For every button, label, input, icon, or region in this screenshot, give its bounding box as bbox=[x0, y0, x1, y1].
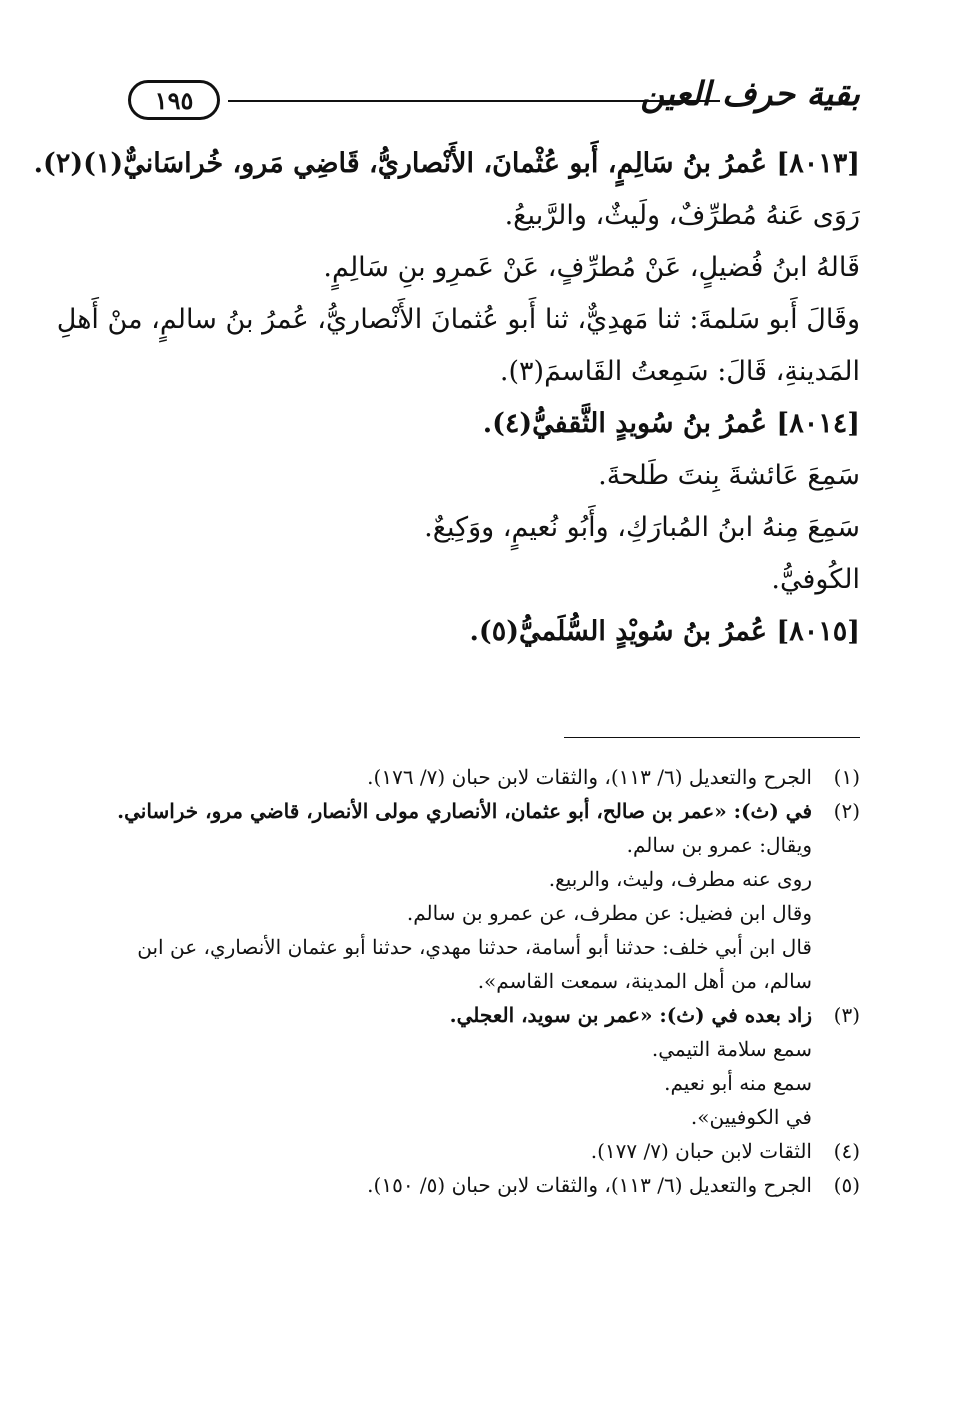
footnote-line: وقال ابن فضيل: عن مطرف، عن عمرو بن سالم. bbox=[406, 901, 812, 925]
footnote-3 bbox=[118, 998, 860, 1134]
text-line: الكُوفيُّ. bbox=[771, 564, 860, 595]
footnote-number: (٥) bbox=[833, 1173, 860, 1197]
entry-heading-8013: [٨٠١٣] عُمرُ بنُ سَالِمٍ، أَبو عُثْمانَ، الأَنْصاريُّ، قَاضِي مَرو، خُراسَانيٌّ(١)(٢). bbox=[33, 148, 860, 179]
footnote-line: في الكوفيين». bbox=[690, 1105, 812, 1129]
footnotes bbox=[118, 760, 860, 1202]
footnote-body bbox=[118, 1168, 812, 1202]
footnote-line: الثقات لابن حبان (٧/ ١٧٧). bbox=[590, 1139, 812, 1163]
page-header bbox=[118, 74, 860, 132]
text-line: المَدينةِ، قَالَ: سَمِعتُ القَاسمَ(٣). bbox=[499, 356, 860, 387]
footnote-body bbox=[118, 1134, 812, 1168]
footnote-line: ويقال: عمرو بن سالم. bbox=[626, 833, 812, 857]
footnote-line: سالم، من أهل المدينة، سمعت القاسم». bbox=[477, 969, 812, 993]
footnote-line: زاد بعده في (ث): «عمر بن سويد، العجلي. bbox=[449, 1003, 812, 1027]
entry-heading-8015: [٨٠١٥] عُمرُ بنُ سُويْدٍ السُّلَميُّ(٥). bbox=[469, 616, 860, 647]
footnote-4 bbox=[118, 1134, 860, 1168]
text-line: رَوَى عَنهُ مُطرِّفٌ، ولَيثٌ، والرَّبيعُ. bbox=[504, 200, 860, 231]
footnote-line: قال ابن أبي خلف: حدثنا أبو أسامة، حدثنا مهدي، حدثنا أبو عثمان الأنصاري، عن ابن bbox=[137, 935, 812, 959]
footnote-line: الجرح والتعديل (٦/ ١١٣)، والثقات لابن حبان (٥/ ١٥٠). bbox=[367, 1173, 812, 1197]
footnote-line: سمع سلامة التيمي. bbox=[651, 1037, 812, 1061]
footnote-line: روى عنه مطرف، وليث، والربيع. bbox=[548, 867, 812, 891]
text-line: قَالهُ ابنُ فُضيلٍ، عَنْ مُطرِّفٍ، عَنْ عَمرِو بنِ سَالِمٍ. bbox=[323, 252, 860, 283]
footnote-5 bbox=[118, 1168, 860, 1202]
footnote-1 bbox=[118, 760, 860, 794]
footnote-number: (٤) bbox=[833, 1139, 860, 1163]
page-number: ١٩٥ bbox=[154, 85, 194, 115]
footnote-line: في (ث): «عمر بن صالح، أبو عثمان، الأنصاري مولى الأنصار، قاضي مرو، خراساني. bbox=[117, 799, 812, 823]
footnote-2 bbox=[118, 794, 860, 998]
footnote-body bbox=[118, 760, 812, 794]
text-line: سَمِعَ مِنهُ ابنُ المُبارَكِ، وأَبُو نُعيمٍ، ووَكِيعٌ. bbox=[424, 512, 860, 543]
text-line: وقَالَ أَبو سَلمةَ: ثنا مَهدِيٌّ، ثنا أَبو عُثمانَ الأَنْصاريُّ، عُمرُ بنُ سالمٍ، منْ أَهلِ bbox=[56, 304, 860, 335]
footnote-body bbox=[117, 794, 812, 998]
main-text bbox=[33, 138, 860, 658]
footnote-number: (٢) bbox=[833, 799, 860, 823]
footnote-line: سمع منه أبو نعيم. bbox=[664, 1071, 812, 1095]
footnote-number: (٣) bbox=[833, 1003, 860, 1027]
entry-heading-8014: [٨٠١٤] عُمرُ بنُ سُويدٍ الثَّقفيُّ(٤). bbox=[482, 408, 860, 439]
section-title: بقية حرف العين bbox=[640, 74, 860, 113]
footnote-number: (١) bbox=[833, 765, 860, 789]
footnote-line: الجرح والتعديل (٦/ ١١٣)، والثقات لابن حبان (٧/ ١٧٦). bbox=[367, 765, 812, 789]
footnote-separator bbox=[564, 737, 860, 738]
text-line: سَمِعَ عَائشةَ بِنتَ طَلحةَ. bbox=[598, 460, 860, 491]
page-number-badge bbox=[128, 80, 220, 120]
footnote-body bbox=[118, 998, 812, 1134]
